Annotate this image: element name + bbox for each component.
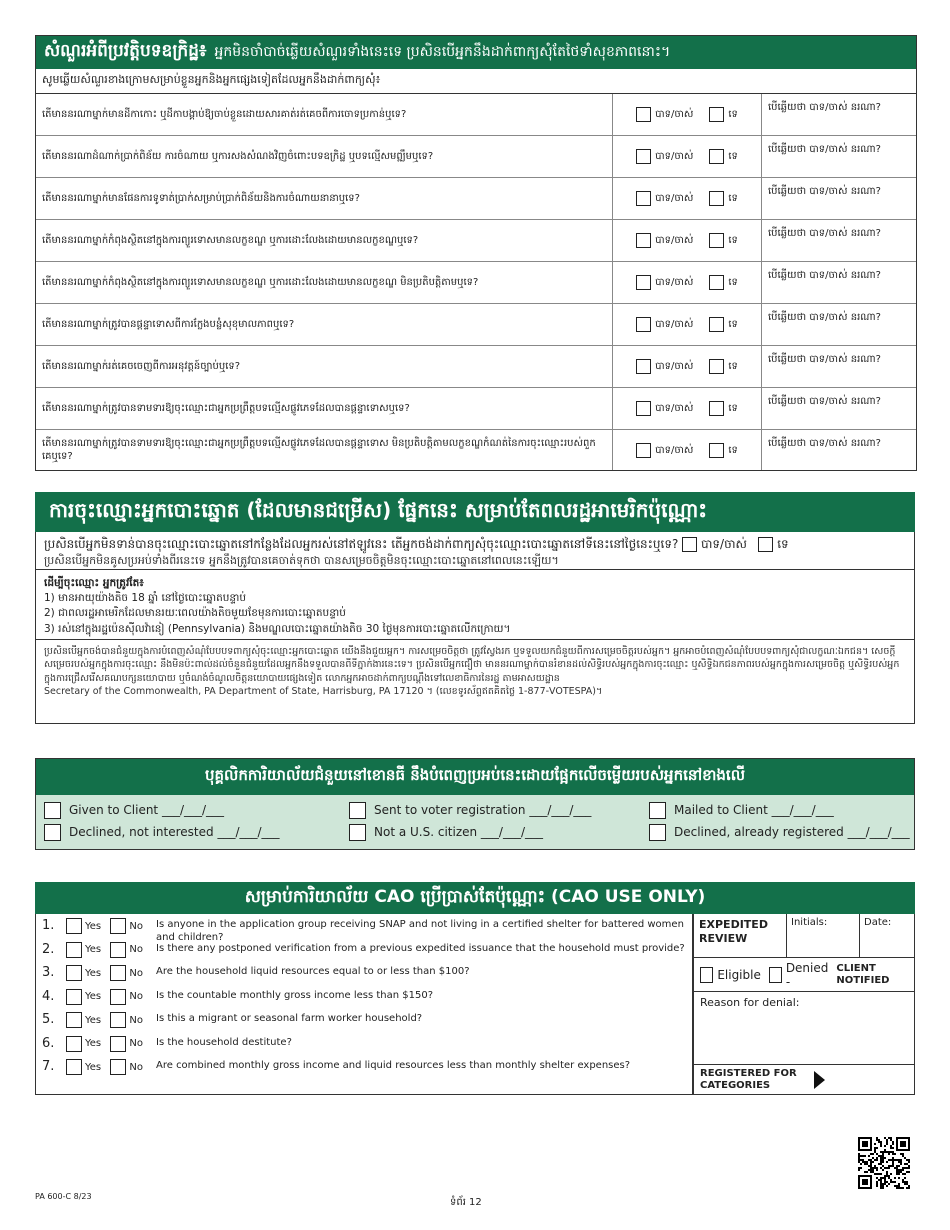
criminal-no-label: ទេ: [728, 444, 738, 456]
declined-registered-checkbox[interactable]: [649, 824, 666, 841]
cao-yes-checkbox[interactable]: [66, 1012, 82, 1028]
criminal-no-checkbox[interactable]: [709, 401, 724, 416]
voter-no-label: ទេ: [777, 537, 789, 551]
cao-question-number: 3.: [42, 965, 55, 980]
voter-notice-address: Secretary of the Commonwealth, PA Department of State, Harrisburg, PA 17120 ។ (លេខទូរស័ព្ទឥតគិតថ្លៃ 1-877-VOTESPA)។: [44, 685, 603, 697]
cao-use-section: [35, 882, 915, 1095]
cao-question-number: 2.: [42, 941, 55, 957]
date-field[interactable]: [860, 914, 914, 957]
sent-to-voter-reg-label: Sent to voter registration ___/___/___: [374, 803, 592, 817]
criminal-question-row: [36, 388, 916, 430]
criminal-no-checkbox[interactable]: [709, 443, 724, 458]
cao-no-label: No: [129, 1061, 143, 1073]
criminal-no-label: ទេ: [728, 193, 738, 204]
given-to-client-checkbox[interactable]: [44, 802, 61, 819]
voter-req-item: 1) មានអាយុយ៉ាងតិច 18 ឆ្នាំ នៅថ្ងៃបោះឆ្នោតបន្ទាប់: [44, 592, 247, 605]
cao-yes-checkbox[interactable]: [66, 965, 82, 981]
criminal-question-text: តើមាននរណាម្នាក់មានផែនការទូទាត់ប្រាក់សម្រាប់ប្រាក់ពិន័យនិងការចំណាយនានាឬទេ?: [36, 178, 613, 219]
criminal-yes-label: បាទ/ចាស់: [655, 151, 694, 162]
criminal-no-label: ទេ: [728, 277, 738, 288]
criminal-no-checkbox[interactable]: [709, 275, 724, 290]
criminal-question-text: តើមាននរណាម្នាក់កំពុងស្ថិតនៅក្នុងការព្យួរទោសមានលក្ខខណ្ឌ ឬការដោះលែងដោយមានលក្ខខណ្ឌឬទេ?: [36, 220, 613, 261]
criminal-who-label: បើឆ្លើយថា បាទ/ចាស់ នរណា?: [768, 270, 881, 281]
form-id: PA 600-C 8/23: [35, 1192, 92, 1201]
voter-yes-checkbox[interactable]: [682, 537, 697, 552]
criminal-no-label: ទេ: [728, 403, 738, 414]
cao-yes-label: Yes: [85, 944, 102, 955]
mailed-to-client-item: [641, 799, 916, 821]
criminal-who-field[interactable]: [762, 388, 916, 429]
cao-no-label: No: [129, 967, 143, 979]
cao-yes-label: Yes: [85, 920, 102, 932]
criminal-who-field[interactable]: [762, 304, 916, 345]
criminal-yes-checkbox[interactable]: [636, 107, 651, 122]
criminal-question-text: តើមាននរណាដំណាក់ប្រាក់ពិន័យ ការចំណាយ ឬការសងសំណងវិញចំពោះបទឧក្រិដ្ឋ ឬបទល្មើសមព្ឍឹមឬទេ?: [36, 136, 613, 177]
criminal-yes-label: បាទ/ចាស់: [655, 403, 694, 414]
declined-not-interested-checkbox[interactable]: [44, 824, 61, 841]
cao-yes-checkbox[interactable]: [66, 989, 82, 1005]
criminal-yes-label: បាទ/ចាស់: [655, 361, 694, 372]
criminal-no-checkbox[interactable]: [709, 107, 724, 122]
criminal-who-label: បើឆ្លើយថា បាទ/ចាស់ នរណា?: [768, 438, 881, 449]
criminal-who-label: បើឆ្លើយថា បាទ/ចាស់ នរណា?: [768, 354, 881, 365]
criminal-question-row: [36, 430, 916, 470]
voter-title: ការចុះឈ្មោះអ្នកបោះឆ្នោត (ដែលមានជម្រើស) ផ្នែកនេះ សម្រាប់តែពលរដ្ឋអាមេរិកប៉ុណ្ណោះ: [35, 492, 915, 532]
voter-notice-text: ប្រសិនបើអ្នកចង់បានជំនួយក្នុងការបំពេញសំណុំបែបបទពាក្យសុំចុះឈ្មោះអ្នកបោះឆ្នោត យើងនឹងជួយអ្នក។ ការសម្រេចចិត្តថា ត្រូវស្វែងរក ឬទទួលយកជំនួយពីការសម្រេចចិត្តរបស់អ្នក។ អ្នកអាចបំពេញសំណុំបែបបទពាក្យសុំជាលក្ខណៈឯកជន។ សេចក្តីសម្រេចរបស់អ្នកក្នុងការចុះឈ្មោះ នឹងមិនប៉ះពាល់ដល់ចំនួនជំនួយដែលអ្នកនឹងទទួលបានពីទីភ្នាក់ងារនេះទេ។ ប្រសិនបើអ្នកជឿថា មាននរណាម្នាក់បានរំខានដល់សិទ្ធិរបស់អ្នកក្នុងការចុះឈ្មោះ ឬសិទ្ធិឯកជនភាពរបស់អ្នកក្នុងការសម្រេចចិត្ត ឬសិទ្ធិរបស់អ្នកក្នុងការជ្រើសរើសគណបក្សនយោបាយ ឬចំណង់ចំណូលចិត្តនយោបាយផ្សេងទៀត លោកអ្នកអាចដាក់ពាក្យបណ្តឹងទៅលេខាធិការនៃរដ្ឋ តាមអាសយដ្ឋាន: [44, 646, 900, 684]
registered-categories-label: REGISTERED FOR CATEGORIES: [700, 1067, 797, 1091]
cao-yes-label: Yes: [85, 1038, 102, 1049]
criminal-who-label: បើឆ្លើយថា បាទ/ចាស់ នរណា?: [768, 102, 881, 113]
criminal-no-checkbox[interactable]: [709, 149, 724, 164]
cao-yes-label: Yes: [85, 967, 102, 979]
reason-for-denial-label: Reason for denial:: [700, 996, 800, 1009]
cao-yes-label: Yes: [85, 1061, 102, 1073]
voter-notice: [35, 640, 915, 724]
criminal-who-label: បើឆ្លើយថា បាទ/ចាស់ នរណា?: [768, 144, 881, 155]
criminal-who-field[interactable]: [762, 430, 916, 470]
cao-review-panel: [694, 914, 914, 1094]
given-to-client-label: Given to Client ___/___/___: [69, 803, 225, 817]
cao-no-checkbox[interactable]: [110, 1036, 126, 1052]
criminal-title: សំណួរអំពីប្រវត្តិបទឧក្រិដ្ឋ៖: [44, 41, 207, 61]
voter-registration-section: [35, 492, 915, 724]
arrow-right-icon: [814, 1071, 825, 1089]
criminal-subtitle: សូមឆ្លើយសំណួរខាងក្រោមសម្រាប់ខ្លួនអ្នកនិងអ្នកផ្សេងទៀតដែលអ្នកនឹងដាក់ពាក្យសុំ៖: [36, 69, 916, 94]
client-notified-label: CLIENT NOTIFIED: [836, 962, 890, 986]
given-to-client-item: [36, 799, 341, 821]
criminal-who-field[interactable]: [762, 346, 916, 387]
denied-label: Denied -: [785, 960, 829, 989]
voter-req-title: ដើម្បីចុះឈ្មោះ អ្នកត្រូវតែ៖: [44, 577, 144, 589]
county-office-section: [35, 758, 915, 850]
not-us-citizen-item: [341, 821, 641, 843]
voter-req-item: 2) ជាពលរដ្ឋអាមេរិកដែលមានរយៈពេលយ៉ាងតិចមួយខែមុនការបោះឆ្នោតបន្ទាប់: [44, 607, 346, 620]
criminal-who-field[interactable]: [762, 262, 916, 303]
criminal-yes-checkbox[interactable]: [636, 149, 651, 164]
criminal-who-label: បើឆ្លើយថា បាទ/ចាស់ នរណា?: [768, 186, 881, 197]
voter-question-block: [35, 532, 915, 570]
cao-no-checkbox[interactable]: [110, 989, 126, 1005]
criminal-no-label: ទេ: [728, 361, 738, 372]
sent-to-voter-reg-item: [341, 799, 641, 821]
cao-question-text: Is there any postponed verification from a previous expedited issuance that the household must provide?: [156, 942, 685, 954]
criminal-yes-checkbox[interactable]: [636, 359, 651, 374]
cao-question-row: [36, 1059, 692, 1083]
criminal-question-row: [36, 262, 916, 304]
denied-checkbox[interactable]: [769, 967, 782, 983]
eligible-checkbox[interactable]: [700, 967, 713, 983]
cao-question-number: 5.: [42, 1012, 55, 1027]
criminal-no-checkbox[interactable]: [709, 317, 724, 332]
cao-yes-label: Yes: [85, 1014, 102, 1026]
initials-label: Initials:: [791, 917, 828, 928]
criminal-question-text: តើមាននរណាម្នាក់រត់គេចចេញពីការអនុវត្តន៍ច្បាប់ឬទេ?: [36, 346, 613, 387]
cao-question-number: 1.: [42, 918, 55, 933]
cao-yes-checkbox[interactable]: [66, 918, 82, 934]
criminal-no-checkbox[interactable]: [709, 191, 724, 206]
cao-no-checkbox[interactable]: [110, 1059, 126, 1075]
declined-registered-label: Declined, already registered ___/___/___: [674, 825, 910, 839]
cao-question-row: [36, 918, 692, 942]
criminal-question-text: តើមាននរណាម្នាក់កំពុងស្ថិតនៅក្នុងការព្យួរទោសមានលក្ខខណ្ឌ ឬការដោះលែងដោយមានលក្ខខណ្ឌ មិនប្រតិបត្តិតាមឬទេ?: [36, 262, 613, 303]
criminal-question-row: [36, 304, 916, 346]
cao-no-checkbox[interactable]: [110, 965, 126, 981]
criminal-question-text: តើមាននរណាម្នាក់ត្រូវបានទាមទារឱ្យចុះឈ្មោះជាអ្នកប្រព្រឹត្តបទល្មើសផ្លូវភេទដែលបានផ្តន្ទាទោស មិនប្រតិបត្តិតាមលក្ខខណ្ឌកំណត់នៃការចុះឈ្មោះរបស់ពួកគេឬទេ?: [36, 430, 613, 470]
criminal-yes-checkbox[interactable]: [636, 401, 651, 416]
criminal-yes-label: បាទ/ចាស់: [655, 444, 694, 456]
criminal-no-label: ទេ: [728, 151, 738, 162]
cao-question-row: [36, 1036, 692, 1060]
criminal-no-checkbox[interactable]: [709, 359, 724, 374]
criminal-no-label: ទេ: [728, 319, 738, 330]
criminal-who-field[interactable]: [762, 220, 916, 261]
criminal-question-text: តើមាននរណាម្នាក់ត្រូវបានផ្តន្ទាទោសពីការក្លែងបន្លំសុខុមាលភាពឬទេ?: [36, 304, 613, 345]
cao-question-number: 6.: [42, 1035, 55, 1051]
mailed-to-client-checkbox[interactable]: [649, 802, 666, 819]
cao-yes-checkbox[interactable]: [66, 942, 82, 958]
cao-yes-checkbox[interactable]: [66, 1059, 82, 1075]
criminal-question-row: [36, 178, 916, 220]
cao-question-text: Is anyone in the application group receiving SNAP and not living in a certified shelter for battered women and children?: [156, 919, 684, 943]
not-us-citizen-checkbox[interactable]: [349, 824, 366, 841]
criminal-yes-label: បាទ/ចាស់: [655, 109, 694, 120]
cao-question-row: [36, 942, 692, 966]
criminal-who-field[interactable]: [762, 136, 916, 177]
criminal-who-field[interactable]: [762, 94, 916, 135]
criminal-no-label: ទេ: [728, 109, 738, 120]
cao-question-text: Are combined monthly gross income and liquid resources less than monthly shelter expenses?: [156, 1060, 631, 1071]
voter-yes-label: បាទ/ចាស់: [700, 537, 747, 551]
not-us-citizen-label: Not a U.S. citizen ___/___/___: [374, 825, 544, 839]
sent-to-voter-reg-checkbox[interactable]: [349, 802, 366, 819]
cao-question-row: [36, 989, 692, 1013]
qr-code-icon: [858, 1137, 910, 1189]
voter-req-item: 3) រស់នៅក្នុងរដ្ឋប៉េនស៊ីលវ៉ានៀ (Pennsylvania) និងមណ្ឌលបោះឆ្នោតយ៉ាងតិច 30 ថ្ងៃមុនការបោះឆ្នោតលើកក្រោយ។: [44, 622, 511, 635]
criminal-who-field[interactable]: [762, 178, 916, 219]
cao-question-row: [36, 1012, 692, 1036]
cao-no-label: No: [129, 1038, 143, 1049]
cao-question-number: 4.: [42, 988, 55, 1004]
eligible-label: Eligible: [717, 967, 761, 982]
cao-no-checkbox[interactable]: [110, 918, 126, 934]
reason-for-denial-field[interactable]: [694, 992, 914, 1065]
criminal-yes-checkbox[interactable]: [636, 443, 651, 458]
cao-question-number: 7.: [42, 1059, 55, 1074]
cao-yes-checkbox[interactable]: [66, 1036, 82, 1052]
voter-no-checkbox[interactable]: [758, 537, 773, 552]
criminal-yes-checkbox[interactable]: [636, 233, 651, 248]
criminal-no-label: ទេ: [728, 235, 738, 246]
cao-no-checkbox[interactable]: [110, 1012, 126, 1028]
criminal-yes-checkbox[interactable]: [636, 191, 651, 206]
criminal-who-label: បើឆ្លើយថា បាទ/ចាស់ នរណា?: [768, 228, 881, 239]
cao-question-text: Are the household liquid resources equal to or less than $100?: [156, 966, 470, 977]
voter-requirements: [35, 570, 915, 640]
criminal-yes-label: បាទ/ចាស់: [655, 277, 694, 288]
criminal-question-row: [36, 220, 916, 262]
criminal-yes-label: បាទ/ចាស់: [655, 319, 694, 330]
county-office-title: បុគ្គលិកការិយាល័យជំនួយនៅខោនធី នឹងបំពេញប្រអប់នេះដោយផ្អែកលើចម្លើយរបស់អ្នកនៅខាងលើ: [36, 759, 914, 795]
voter-question-note: ប្រសិនបើអ្នកមិនគូសប្រអប់ទាំងពីរនេះទេ អ្នកនឹងត្រូវបានគេចាត់ទុកថា បានសម្រេចចិត្តមិនចុះឈ្មោះបោះឆ្នោតនៅពេលនេះឡើយ។: [44, 554, 559, 567]
criminal-question-row: [36, 94, 916, 136]
cao-question-text: Is this a migrant or seasonal farm worker household?: [156, 1013, 423, 1024]
criminal-yes-checkbox[interactable]: [636, 317, 651, 332]
criminal-history-section: [35, 35, 917, 471]
cao-no-label: No: [129, 944, 143, 955]
expedited-review-label: EXPEDITED REVIEW: [694, 914, 787, 957]
cao-no-label: No: [129, 920, 143, 932]
criminal-who-label: បើឆ្លើយថា បាទ/ចាស់ នរណា?: [768, 396, 881, 407]
cao-no-label: No: [129, 1014, 143, 1026]
criminal-yes-checkbox[interactable]: [636, 275, 651, 290]
declined-not-interested-label: Declined, not interested ___/___/___: [69, 825, 280, 839]
criminal-question-text: តើមាននរណាម្នាក់មានដីកាកោះ ឬដីកាបង្គាប់ឱ្យចាប់ខ្លួនដោយសារគាត់រត់គេចពីការចោទប្រកាន់ឬទេ?: [36, 94, 613, 135]
cao-yes-label: Yes: [85, 991, 102, 1002]
criminal-who-label: បើឆ្លើយថា បាទ/ចាស់ នរណា?: [768, 312, 881, 323]
cao-question-text: Is the household destitute?: [156, 1036, 292, 1048]
criminal-title-note: អ្នកមិនចាំបាច់ឆ្លើយសំណួរទាំងនេះទេ ប្រសិនបើអ្នកនឹងដាក់ពាក្យសុំតែថៃទាំសុខភាពនោះ។: [214, 44, 671, 60]
cao-no-label: No: [129, 991, 143, 1002]
cao-questions: [36, 914, 694, 1094]
criminal-no-checkbox[interactable]: [709, 233, 724, 248]
cao-no-checkbox[interactable]: [110, 942, 126, 958]
cao-question-row: [36, 965, 692, 989]
criminal-yes-label: បាទ/ចាស់: [655, 235, 694, 246]
criminal-question-row: [36, 136, 916, 178]
cao-title: សម្រាប់ការិយាល័យ CAO ប្រើប្រាស់តែប៉ុណ្ណោះ (CAO USE ONLY): [35, 882, 915, 914]
criminal-question-text: តើមាននរណាម្នាក់ត្រូវបានទាមទារឱ្យចុះឈ្មោះជាអ្នកប្រព្រឹត្តបទល្មើសផ្លូវភេទដែលបានផ្តន្ទាទោសឬទេ?: [36, 388, 613, 429]
declined-not-interested-item: [36, 821, 341, 843]
criminal-yes-label: បាទ/ចាស់: [655, 193, 694, 204]
cao-question-text: Is the countable monthly gross income less than $150?: [156, 989, 434, 1001]
date-label: Date:: [864, 917, 892, 928]
page-number: ទំព័រ 12: [450, 1197, 482, 1208]
declined-registered-item: [641, 821, 916, 843]
mailed-to-client-label: Mailed to Client ___/___/___: [674, 803, 834, 817]
criminal-question-row: [36, 346, 916, 388]
criminal-header: [36, 36, 916, 69]
initials-field[interactable]: [787, 914, 860, 957]
voter-question: ប្រសិនបើអ្នកមិនទាន់បានចុះឈ្មោះបោះឆ្នោតនៅកន្លែងដែលអ្នករស់នៅឥឡូវនេះ តើអ្នកចង់ដាក់ពាក្យសុំចុះឈ្មោះបោះឆ្នោតនៅទីនេះនៅថ្ងៃនេះឬទេ?: [44, 537, 679, 551]
